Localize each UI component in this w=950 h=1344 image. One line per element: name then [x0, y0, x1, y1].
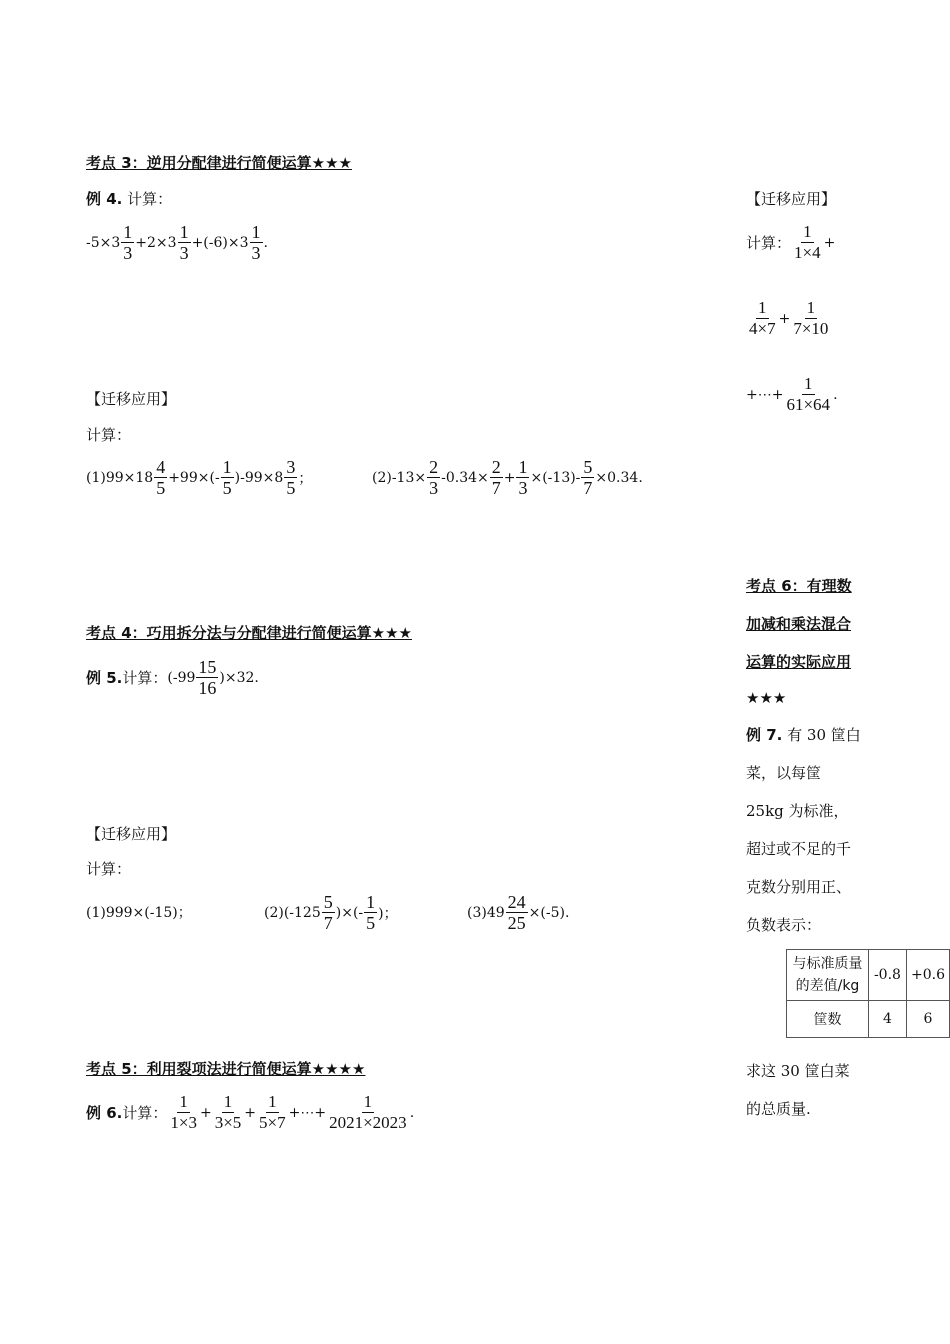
numerator: 1 [363, 1092, 373, 1111]
fraction [168, 1092, 199, 1133]
numerator: 2 [491, 457, 501, 477]
denominator: 61×64 [786, 395, 831, 414]
expr-term: ×0.34. [595, 469, 643, 486]
table-row [787, 1001, 950, 1038]
denominator: 1×4 [794, 243, 821, 262]
problem-3-2 [372, 457, 643, 498]
fraction [221, 457, 234, 498]
expr-term: )； [378, 905, 398, 922]
section-5-heading: 考点 5：利用裂项法进行简便运算★★★★ [86, 1060, 366, 1078]
denominator: 3 [123, 243, 133, 263]
problem-4-2 [264, 892, 398, 933]
numerator: 1 [806, 298, 816, 317]
expr-term: -5×3 [86, 234, 121, 251]
example-7-line: 克数分别用正、 [746, 878, 852, 896]
example-5 [86, 657, 259, 698]
denominator: 2021×2023 [329, 1113, 407, 1132]
expr-term: (-99 [167, 669, 196, 686]
expr-term: + [823, 234, 836, 251]
question-line: 求这 30 筐白菜 [746, 1062, 850, 1080]
expr-term: (2)(-125 [264, 904, 321, 921]
expr-term: +⋯+ [288, 1104, 327, 1121]
question-line: 的总质量. [746, 1100, 811, 1118]
denominator: 7 [583, 478, 593, 498]
example-7-line [746, 724, 861, 745]
fraction [581, 457, 594, 498]
example-7-text: 有 30 筐白 [787, 726, 861, 744]
expr-term: +(-6)×3 [191, 234, 249, 251]
numerator: 1 [366, 892, 376, 912]
expr-term: . [833, 386, 838, 403]
section-6-heading-line: 加减和乘法混合 [746, 615, 852, 633]
fraction [196, 657, 218, 698]
numerator: 1 [223, 1092, 233, 1111]
numerator: 1 [123, 222, 133, 242]
example-7-line: 25kg 为标准， [746, 802, 849, 820]
denominator: 25 [507, 913, 526, 933]
denominator: 7 [323, 913, 333, 933]
numerator: 1 [518, 457, 528, 477]
section-6-heading-stars: ★★★ [746, 689, 787, 707]
fraction [322, 892, 335, 933]
denominator: 5 [222, 478, 232, 498]
numerator: 24 [507, 892, 526, 912]
numerator: 1 [803, 222, 812, 241]
expr-term: + [244, 1104, 257, 1121]
fraction [121, 222, 134, 263]
transfer-label: 【迁移应用】 [86, 825, 177, 843]
denominator: 5 [366, 913, 376, 933]
fraction [792, 222, 823, 263]
example-7-line: 超过或不足的千 [746, 840, 852, 858]
section-3-heading: 考点 3：逆用分配律进行简便运算★★★ [86, 154, 353, 172]
expr-term: . [409, 1104, 415, 1121]
fraction [427, 457, 440, 498]
fraction [747, 298, 778, 339]
denominator: 5 [286, 478, 296, 498]
expr-term: +⋯+ [746, 386, 784, 403]
expr-term: ； [298, 470, 313, 487]
table-cell: 4 [868, 1001, 906, 1038]
numerator: 2 [429, 457, 439, 477]
fraction [516, 457, 529, 498]
table-cell: +0.6 [906, 950, 949, 1001]
fraction [284, 457, 297, 498]
section-6-heading-line: 运算的实际应用 [746, 653, 852, 671]
denominator: 3×5 [214, 1113, 242, 1132]
example-6-label: 例 6. [86, 1104, 123, 1122]
numerator: 1 [758, 298, 767, 317]
right-transfer-label: 【迁移应用】 [746, 190, 837, 208]
fraction [257, 1092, 288, 1133]
right-expression-line-1 [746, 222, 835, 263]
example-7-line: 菜，以每筐 [746, 764, 822, 782]
calc-label: 计算： [86, 860, 132, 878]
fraction [154, 457, 167, 498]
table-cell: 6 [906, 1001, 949, 1038]
problem-3-1 [86, 457, 312, 498]
expr-term: +2×3 [135, 234, 177, 251]
example-5-label: 例 5. [86, 669, 123, 687]
example-5-prompt: 计算： [122, 669, 168, 687]
expr-term: + [199, 1104, 212, 1121]
numerator: 5 [323, 892, 333, 912]
expr-term: . [263, 234, 268, 251]
fraction [784, 374, 832, 415]
expr-term: ×(-5). [528, 904, 570, 921]
table-row [787, 950, 950, 1001]
difference-table [786, 949, 950, 1038]
example-7-label: 例 7. [746, 726, 783, 744]
denominator: 3 [429, 478, 439, 498]
numerator: 4 [156, 457, 166, 477]
expr-term: -0.34× [441, 469, 489, 486]
section-4-heading: 考点 4：巧用拆分法与分配律进行简便运算★★★ [86, 624, 413, 642]
expr-term: (1)999×(-15)； [86, 905, 192, 921]
denominator: 7 [491, 478, 501, 498]
fraction [250, 222, 263, 263]
denominator: 3 [518, 478, 528, 498]
numerator: 1 [251, 222, 261, 242]
denominator: 5×7 [259, 1113, 286, 1132]
expr-term: )-99×8 [234, 469, 284, 486]
numerator: 1 [804, 374, 813, 393]
numerator: 1 [222, 457, 232, 477]
example-4-label: 例 4. [86, 190, 123, 208]
fraction [490, 457, 503, 498]
numerator: 1 [179, 1092, 188, 1111]
example-6-prompt: 计算： [122, 1104, 168, 1122]
calc-label: 计算： [746, 234, 792, 252]
numerator: 3 [286, 457, 296, 477]
expr-term: (2)-13× [372, 469, 427, 486]
numerator: 1 [179, 222, 189, 242]
expr-term: (1)99×18 [86, 469, 154, 486]
numerator: 1 [268, 1092, 277, 1111]
difference-table-wrap [786, 949, 950, 1038]
table-header-line: 与标准质量 [792, 956, 863, 972]
expr-term: +99×(- [168, 469, 220, 486]
denominator: 5 [156, 478, 166, 498]
table-header-cell [787, 950, 869, 1001]
expr-term: ×(-13)- [530, 469, 581, 486]
example-4 [86, 188, 172, 209]
denominator: 4×7 [749, 319, 776, 338]
denominator: 16 [198, 678, 217, 698]
right-expression-line-3 [746, 374, 838, 415]
example-7-line: 负数表示： [746, 916, 822, 934]
fraction [213, 1092, 244, 1133]
numerator: 5 [583, 457, 593, 477]
expr-term: (3)49 [467, 904, 505, 921]
table-header-line: 的差值/kg [795, 978, 860, 994]
table-header-cell: 筐数 [787, 1001, 869, 1038]
expr-term: )×32. [219, 669, 259, 686]
section-6-heading-line: 考点 6：有理数 [746, 577, 852, 595]
example-6 [86, 1092, 414, 1133]
problem-4-1 [86, 892, 192, 932]
example-4-prompt: 计算： [127, 190, 173, 208]
denominator: 1×3 [170, 1113, 197, 1132]
transfer-label: 【迁移应用】 [86, 390, 177, 408]
table-cell: -0.8 [868, 950, 906, 1001]
expr-term: + [778, 310, 791, 327]
fraction [327, 1092, 409, 1133]
fraction [506, 892, 528, 933]
right-expression-line-2 [746, 298, 831, 339]
denominator: 3 [251, 243, 261, 263]
calc-label: 计算： [86, 426, 132, 444]
problem-4-3 [467, 892, 569, 933]
example-4-expression [86, 222, 268, 263]
fraction [791, 298, 830, 339]
expr-term: + [503, 469, 516, 486]
fraction [178, 222, 191, 263]
numerator: 15 [198, 657, 217, 677]
fraction [364, 892, 377, 933]
denominator: 3 [179, 243, 189, 263]
expr-term: )×(- [335, 904, 364, 921]
denominator: 7×10 [793, 319, 829, 338]
